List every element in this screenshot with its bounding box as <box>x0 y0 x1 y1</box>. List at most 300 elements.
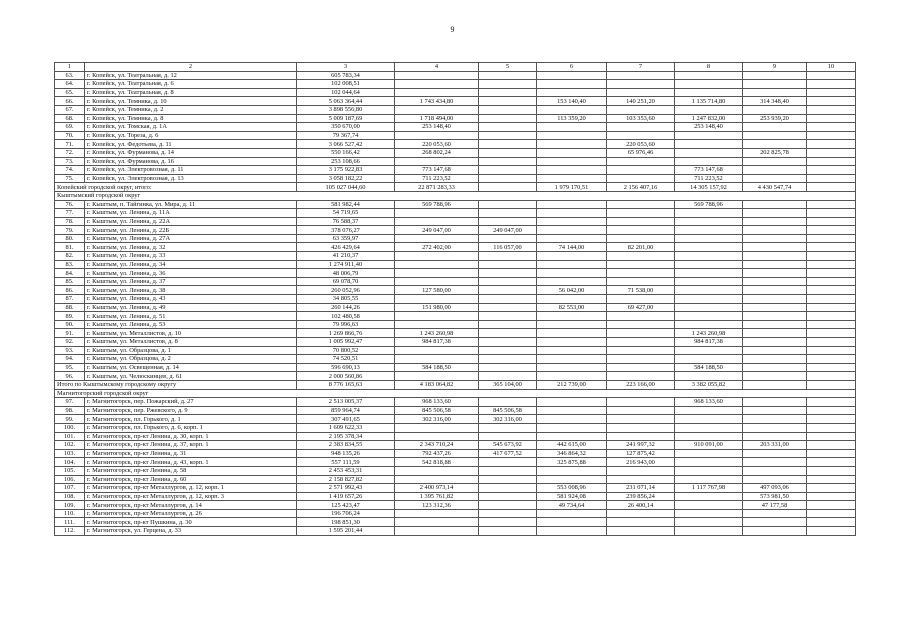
amount-cell <box>807 432 856 441</box>
address-cell: г. Кыштым, ул. Ленина, д. 36 <box>85 269 297 278</box>
amount-cell <box>395 372 479 381</box>
amount-cell: 307 491,65 <box>297 415 395 424</box>
amount-cell <box>807 363 856 372</box>
table-row <box>55 260 856 269</box>
amount-cell: 1 718 494,00 <box>395 114 479 123</box>
amount-cell: 773 147,68 <box>395 166 479 175</box>
amount-cell <box>607 372 675 381</box>
total-label: Копейский городской округ, итого: <box>55 183 297 192</box>
amount-cell <box>537 260 607 269</box>
amount-cell: 2 383 834,55 <box>297 441 395 450</box>
amount-cell: 63 359,97 <box>297 234 395 243</box>
amount-cell <box>743 209 807 218</box>
amount-cell <box>395 475 479 484</box>
amount-cell <box>743 406 807 415</box>
amount-cell <box>537 312 607 321</box>
amount-cell <box>743 329 807 338</box>
amount-cell <box>675 260 743 269</box>
amount-cell <box>675 277 743 286</box>
address-cell: г. Кыштым, ул. Металлистов, д. 8 <box>85 338 297 347</box>
amount-cell <box>395 71 479 80</box>
amount-cell <box>743 157 807 166</box>
amount-cell <box>743 432 807 441</box>
amount-cell <box>807 449 856 458</box>
amount-cell: 2 513 005,37 <box>297 398 395 407</box>
amount-cell <box>395 466 479 475</box>
amount-cell: 605 783,34 <box>297 71 395 80</box>
row-number: 78. <box>55 217 85 226</box>
address-cell: г. Кыштым, ул. Ленина, д. 53 <box>85 320 297 329</box>
amount-cell <box>743 200 807 209</box>
amount-cell: 2 571 992,43 <box>297 484 395 493</box>
amount-cell <box>675 105 743 114</box>
amount-cell <box>607 209 675 218</box>
amount-cell <box>395 252 479 261</box>
table-row <box>55 277 856 286</box>
amount-cell: 2 400 973,14 <box>395 484 479 493</box>
amount-cell: 596 690,13 <box>297 363 395 372</box>
section-title: Магнитогорский городской округ <box>55 389 856 398</box>
amount-cell <box>807 243 856 252</box>
table-row <box>55 484 856 493</box>
amount-cell <box>607 252 675 261</box>
amount-cell <box>807 260 856 269</box>
column-number-cell: 9 <box>743 63 807 72</box>
amount-cell <box>607 88 675 97</box>
amount-cell <box>807 415 856 424</box>
table-row <box>55 234 856 243</box>
row-number: 92. <box>55 338 85 347</box>
table-row <box>55 406 856 415</box>
amount-cell <box>537 269 607 278</box>
address-cell: г. Копейск, ул. Театральная, д. 12 <box>85 71 297 80</box>
amount-cell: 350 670,00 <box>297 123 395 132</box>
amount-cell <box>807 475 856 484</box>
amount-cell <box>743 312 807 321</box>
amount-cell <box>395 277 479 286</box>
address-cell: г. Копейск, ул. Театральная, д. 6 <box>85 80 297 89</box>
amount-cell: 550 166,42 <box>297 148 395 157</box>
amount-cell: 2 156 407,16 <box>607 183 675 192</box>
amount-cell <box>479 252 537 261</box>
amount-cell <box>807 131 856 140</box>
amount-cell <box>607 105 675 114</box>
amount-cell <box>479 217 537 226</box>
amount-cell <box>743 475 807 484</box>
table-row <box>55 148 856 157</box>
amount-cell: 417 677,52 <box>479 449 537 458</box>
table-row <box>55 466 856 475</box>
amount-cell <box>479 509 537 518</box>
address-cell: г. Магнитогорск, пр-кт Металлургов, д. 14 <box>85 501 297 510</box>
amount-cell: 127 875,42 <box>607 449 675 458</box>
table-row <box>55 338 856 347</box>
amount-cell: 153 140,40 <box>537 97 607 106</box>
amount-cell <box>743 140 807 149</box>
table-row <box>55 312 856 321</box>
amount-cell <box>807 346 856 355</box>
amount-cell: 3 382 055,82 <box>675 380 743 389</box>
amount-cell <box>537 131 607 140</box>
address-cell: г. Кыштым, ул. Ленина, д. 37 <box>85 277 297 286</box>
amount-cell <box>537 88 607 97</box>
amount-cell <box>675 355 743 364</box>
amount-cell: 1 609 622,33 <box>297 423 395 432</box>
amount-cell <box>807 114 856 123</box>
row-number: 88. <box>55 303 85 312</box>
table-row <box>55 71 856 80</box>
amount-cell <box>479 329 537 338</box>
amount-cell <box>675 432 743 441</box>
amount-cell: 1 274 911,40 <box>297 260 395 269</box>
amount-cell: 4 183 064,82 <box>395 380 479 389</box>
amount-cell <box>743 380 807 389</box>
amount-cell <box>537 148 607 157</box>
amount-cell: 47 177,58 <box>743 501 807 510</box>
column-number-cell: 10 <box>807 63 856 72</box>
amount-cell <box>807 157 856 166</box>
amount-cell <box>395 355 479 364</box>
amount-cell <box>537 123 607 132</box>
row-number: 90. <box>55 320 85 329</box>
page-number: 9 <box>450 25 455 34</box>
amount-cell: 5 009 187,69 <box>297 114 395 123</box>
amount-cell <box>537 217 607 226</box>
amount-cell <box>537 432 607 441</box>
amount-cell <box>807 277 856 286</box>
amount-cell <box>479 286 537 295</box>
column-number-cell: 4 <box>395 63 479 72</box>
address-cell: г. Копейск, ул. Томская, д. 1А <box>85 123 297 132</box>
amount-cell <box>537 105 607 114</box>
amount-cell <box>675 295 743 304</box>
amount-cell <box>537 509 607 518</box>
amount-cell: 2 453 453,31 <box>297 466 395 475</box>
amount-cell <box>807 88 856 97</box>
row-number: 111. <box>55 518 85 527</box>
amount-cell <box>743 105 807 114</box>
amount-cell <box>743 415 807 424</box>
amount-cell: 2 000 560,86 <box>297 372 395 381</box>
amount-cell <box>479 372 537 381</box>
amount-cell <box>479 105 537 114</box>
row-number: 103. <box>55 449 85 458</box>
address-cell: г. Магнитогорск, пр-кт Металлургов, д. 26 <box>85 509 297 518</box>
amount-cell <box>675 458 743 467</box>
amount-cell: 442 615,00 <box>537 441 607 450</box>
address-cell: г. Магнитогорск, пр-кт Ленина, д. 30, корп. 1 <box>85 432 297 441</box>
amount-cell: 984 817,38 <box>675 338 743 347</box>
address-cell: г. Магнитогорск, пр-кт Ленина, д. 31 <box>85 449 297 458</box>
amount-cell <box>479 277 537 286</box>
address-cell: г. Копейск, ул. Федотьева, д. 11 <box>85 140 297 149</box>
amount-cell: 198 851,30 <box>297 518 395 527</box>
amount-cell <box>607 226 675 235</box>
amount-cell: 249 047,00 <box>395 226 479 235</box>
amount-cell <box>675 527 743 536</box>
amount-cell <box>743 527 807 536</box>
amount-cell <box>607 217 675 226</box>
amount-cell <box>675 303 743 312</box>
row-number: 79. <box>55 226 85 235</box>
row-number: 107. <box>55 484 85 493</box>
amount-cell: 216 943,00 <box>607 458 675 467</box>
amount-cell <box>479 71 537 80</box>
amount-cell <box>395 80 479 89</box>
row-number: 87. <box>55 295 85 304</box>
amount-cell <box>807 355 856 364</box>
amount-cell <box>675 312 743 321</box>
amount-cell <box>537 398 607 407</box>
column-number-cell: 8 <box>675 63 743 72</box>
amount-cell: 102 008,51 <box>297 80 395 89</box>
amount-cell <box>395 423 479 432</box>
address-cell: г. Кыштым, ул. Ленина, д. 49 <box>85 303 297 312</box>
amount-cell: 365 104,00 <box>479 380 537 389</box>
row-number: 93. <box>55 346 85 355</box>
amount-cell: 346 864,32 <box>537 449 607 458</box>
amount-cell <box>607 355 675 364</box>
row-number: 102. <box>55 441 85 450</box>
amount-cell <box>607 166 675 175</box>
address-cell: г. Магнитогорск, пр-кт Ленина, д. 58 <box>85 466 297 475</box>
amount-cell <box>607 432 675 441</box>
amount-cell: 241 997,32 <box>607 441 675 450</box>
amount-cell <box>479 475 537 484</box>
table-row <box>55 114 856 123</box>
row-number: 77. <box>55 209 85 218</box>
row-number: 110. <box>55 509 85 518</box>
amount-cell: 557 111,59 <box>297 458 395 467</box>
amount-cell <box>607 527 675 536</box>
amount-cell <box>807 140 856 149</box>
row-number: 75. <box>55 174 85 183</box>
table-row <box>55 243 856 252</box>
address-cell: г. Магнитогорск, пр-кт Ленина, д. 43, корп. 1 <box>85 458 297 467</box>
amount-cell <box>607 123 675 132</box>
row-number: 69. <box>55 123 85 132</box>
amount-cell: 1 005 992,47 <box>297 338 395 347</box>
row-number: 104. <box>55 458 85 467</box>
amount-cell <box>395 295 479 304</box>
amount-cell: 1 595 201,44 <box>297 527 395 536</box>
amount-cell <box>537 234 607 243</box>
amount-cell: 48 006,79 <box>297 269 395 278</box>
amount-cell <box>607 466 675 475</box>
amount-cell: 1 419 657,26 <box>297 492 395 501</box>
amount-cell <box>743 346 807 355</box>
row-number: 86. <box>55 286 85 295</box>
amount-cell <box>807 269 856 278</box>
amount-cell <box>807 406 856 415</box>
amount-cell <box>479 363 537 372</box>
amount-cell: 426 429,64 <box>297 243 395 252</box>
amount-cell: 127 580,00 <box>395 286 479 295</box>
amount-cell <box>479 303 537 312</box>
amount-cell <box>743 363 807 372</box>
amount-cell: 984 817,38 <box>395 338 479 347</box>
amount-cell: 3 058 182,22 <box>297 174 395 183</box>
amount-cell <box>807 80 856 89</box>
table-row <box>55 131 856 140</box>
amount-cell <box>537 372 607 381</box>
amount-cell <box>479 398 537 407</box>
amount-cell <box>395 234 479 243</box>
amount-cell <box>807 148 856 157</box>
amount-cell <box>479 269 537 278</box>
amount-cell <box>743 243 807 252</box>
amount-cell: 302 316,00 <box>479 415 537 424</box>
amount-cell: 125 423,47 <box>297 501 395 510</box>
table-row <box>55 209 856 218</box>
amount-cell: 542 818,88 <box>395 458 479 467</box>
amount-cell: 203 331,00 <box>743 441 807 450</box>
amount-cell <box>607 295 675 304</box>
amount-cell <box>607 346 675 355</box>
amount-cell <box>807 338 856 347</box>
amount-cell: 272 402,00 <box>395 243 479 252</box>
amount-cell: 151 980,00 <box>395 303 479 312</box>
total-label: Итого по Кыштымскому городскому округу <box>55 380 297 389</box>
amount-cell <box>479 458 537 467</box>
amount-cell <box>807 174 856 183</box>
amount-cell <box>807 484 856 493</box>
table-row <box>55 501 856 510</box>
amount-cell: 581 924,08 <box>537 492 607 501</box>
amount-cell: 74 144,00 <box>537 243 607 252</box>
row-number: 112. <box>55 527 85 536</box>
amount-cell: 196 706,24 <box>297 509 395 518</box>
amount-cell <box>807 252 856 261</box>
amount-cell <box>807 518 856 527</box>
amount-cell: 34 805,55 <box>297 295 395 304</box>
row-number: 76. <box>55 200 85 209</box>
amount-cell <box>395 269 479 278</box>
amount-cell <box>395 518 479 527</box>
row-number: 91. <box>55 329 85 338</box>
amount-cell <box>743 80 807 89</box>
amount-cell <box>675 346 743 355</box>
table-row <box>55 475 856 484</box>
column-number-cell: 7 <box>607 63 675 72</box>
amount-cell <box>807 509 856 518</box>
row-number: 85. <box>55 277 85 286</box>
table-row <box>55 286 856 295</box>
amount-cell: 581 982,44 <box>297 200 395 209</box>
amount-cell <box>743 286 807 295</box>
amount-cell: 239 856,24 <box>607 492 675 501</box>
amount-cell <box>479 114 537 123</box>
amount-cell <box>537 338 607 347</box>
amount-cell: 82 201,00 <box>607 243 675 252</box>
amount-cell <box>607 509 675 518</box>
amount-cell <box>537 475 607 484</box>
amount-cell <box>807 329 856 338</box>
address-cell: г. Кыштым, ул. Ленина, д. 33 <box>85 252 297 261</box>
address-cell: г. Магнитогорск, пл. Горького, д. 6, корп. 1 <box>85 423 297 432</box>
address-cell: г. Копейск, ул. Фурманова, д. 16 <box>85 157 297 166</box>
row-number: 74. <box>55 166 85 175</box>
address-cell: г. Магнитогорск, пер. Ржевского, д. 9 <box>85 406 297 415</box>
amount-cell <box>743 295 807 304</box>
amount-cell: 22 871 283,33 <box>395 183 479 192</box>
address-cell: г. Кыштым, ул. Ленина, д. 22А <box>85 217 297 226</box>
amount-cell <box>479 355 537 364</box>
amount-cell <box>675 415 743 424</box>
amount-cell <box>807 492 856 501</box>
amount-cell <box>395 88 479 97</box>
amount-cell: 116 057,00 <box>479 243 537 252</box>
amount-cell <box>675 286 743 295</box>
amount-cell: 1 243 260,98 <box>675 329 743 338</box>
amount-cell <box>537 200 607 209</box>
amount-cell <box>607 80 675 89</box>
amount-cell <box>807 234 856 243</box>
address-cell: г. Кыштым, ул. Челюскинцев, д. 61 <box>85 372 297 381</box>
amount-cell <box>607 174 675 183</box>
amount-cell <box>607 234 675 243</box>
amount-cell <box>395 346 479 355</box>
amount-cell <box>395 105 479 114</box>
amount-cell <box>743 509 807 518</box>
amount-cell: 49 734,64 <box>537 501 607 510</box>
amount-cell <box>743 458 807 467</box>
column-number-row <box>55 63 856 72</box>
row-number: 105. <box>55 466 85 475</box>
amount-cell <box>675 501 743 510</box>
address-cell: г. Магнитогорск, пр-кт Ленина, д. 60 <box>85 475 297 484</box>
amount-cell <box>743 277 807 286</box>
amount-cell <box>479 260 537 269</box>
amount-cell <box>807 527 856 536</box>
table-row <box>55 320 856 329</box>
amount-cell <box>675 406 743 415</box>
amount-cell <box>743 252 807 261</box>
amount-cell <box>479 140 537 149</box>
amount-cell: 79 996,63 <box>297 320 395 329</box>
row-number: 68. <box>55 114 85 123</box>
amount-cell <box>537 329 607 338</box>
amount-cell <box>479 123 537 132</box>
amount-cell <box>537 346 607 355</box>
amount-cell <box>743 131 807 140</box>
table-row <box>55 372 856 381</box>
amount-cell: 102 480,58 <box>297 312 395 321</box>
amount-cell: 553 008,96 <box>537 484 607 493</box>
amount-cell <box>537 363 607 372</box>
table-row <box>55 415 856 424</box>
amount-cell <box>807 226 856 235</box>
amount-cell <box>395 157 479 166</box>
amount-cell: 3 066 527,42 <box>297 140 395 149</box>
amount-cell <box>479 484 537 493</box>
amount-cell: 569 788,96 <box>675 200 743 209</box>
amount-cell <box>807 286 856 295</box>
amount-cell <box>537 174 607 183</box>
table-row <box>55 423 856 432</box>
address-cell: г. Копейск, ул. Темника, д. 8 <box>85 114 297 123</box>
amount-cell: 1 247 832,00 <box>675 114 743 123</box>
address-cell: г. Копейск, ул. Электровозная, д. 11 <box>85 166 297 175</box>
row-number: 100. <box>55 423 85 432</box>
amount-cell: 220 053,60 <box>607 140 675 149</box>
amount-cell <box>675 140 743 149</box>
amount-cell <box>807 466 856 475</box>
row-number: 81. <box>55 243 85 252</box>
amount-cell <box>479 200 537 209</box>
amount-cell <box>395 312 479 321</box>
amount-cell <box>607 398 675 407</box>
